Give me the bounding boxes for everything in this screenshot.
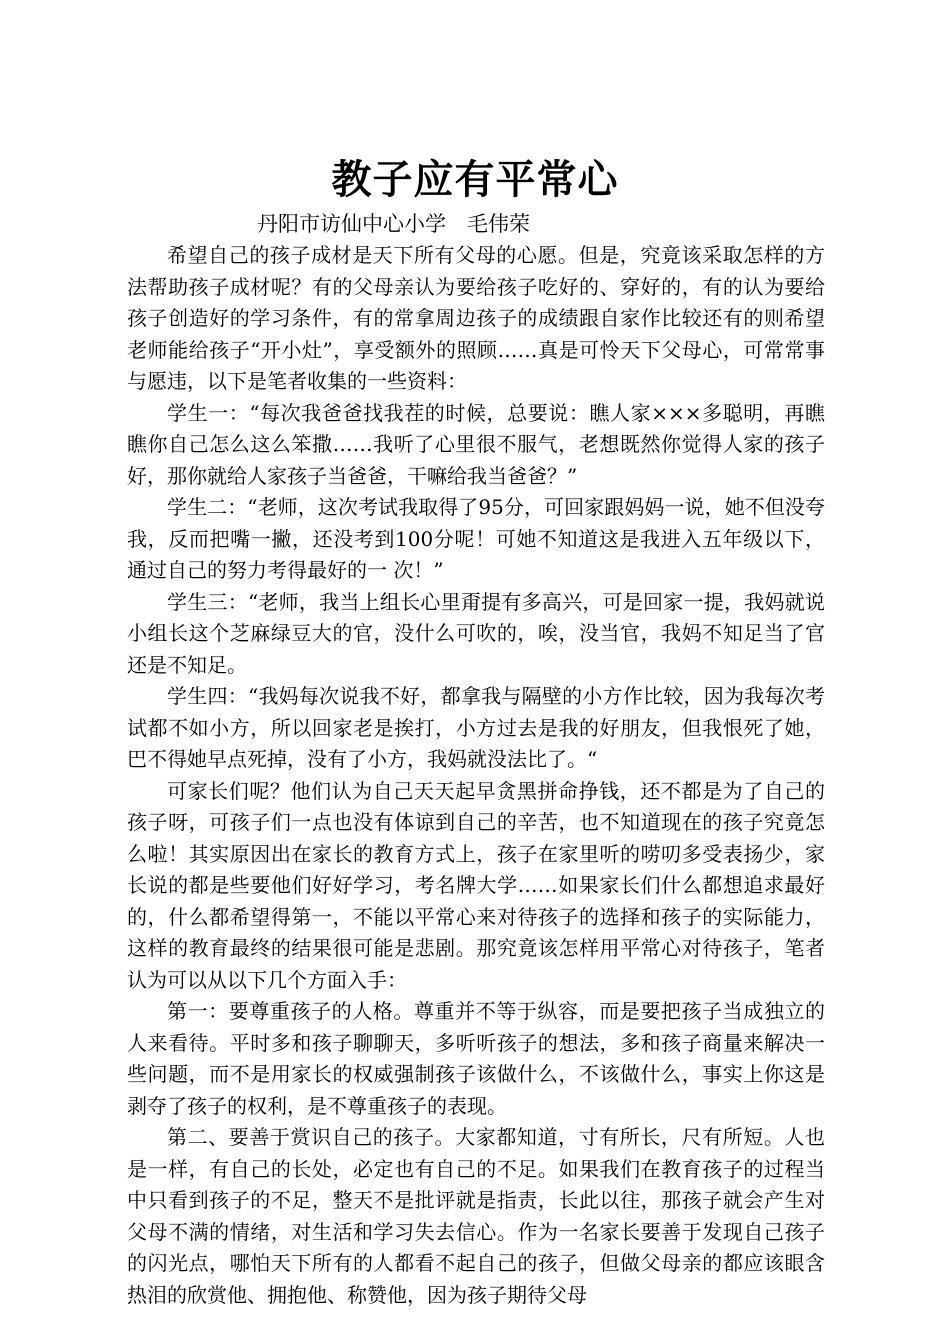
paragraph-student-one: 学生一：“每次我爸爸找我茬的时候，总要说：瞧人家×××多聪明，再瞧瞧你自己怎么这么笨撒……我听了心里很不服气，老想既然你觉得人家的孩子好，那你就给人家孩子当爸爸，干嘛给我当爸爸？” — [127, 400, 825, 488]
paragraph-student-four: 学生四：“我妈每次说我不好，都拿我与隔壁的小方作比较，因为我每次考试都不如小方，所以回家老是挨打，小方过去是我的好朋友，但我恨死了她，巴不得她早点死掉，没有了小方，我妈就没法比了。“ — [127, 684, 825, 771]
paragraph-point-two: 第二、要善于赏识自己的孩子。大家都知道，寸有所长，尺有所短。人也是一样，有自己的长处，必定也有自己的不足。如果我们在教育孩子的过程当中只看到孩子的不足，整天不是批评就是指责，长此以往，那孩子就会产生对父母不满的情绪，对生活和学习失去信心。作为一名家长要善于发现自己孩子的闪光点，哪怕天下所有的人都看不起自己的孩子，但做父母亲的都应该眼含热泪的欣赏他、拥抱他、称赞他，因为孩子期待父母 — [127, 1125, 825, 1307]
paragraph-parents: 可家长们呢？他们认为自己天天起早贪黑拼命挣钱，还不都是为了自己的孩子呀，可孩子们一点也没有体谅到自己的辛苦，也不知道现在的孩子究竟怎么啦！其实原因出在家长的教育方式上，孩子在家里听的唠叨多受表扬少，家长说的都是些要他们好好学习，考名牌大学……如果家长们什么都想追求最好的，什么都希望得第一，不能以平常心来对待孩子的选择和孩子的实际能力，这样的教育最终的结果很可能是悲剧。那究竟该怎样用平常心对待孩子，笔者认为可以从以下几个方面入手： — [127, 778, 825, 992]
paragraph-intro: 希望自己的孩子成材是天下所有父母的心愿。但是，究竟该采取怎样的方法帮助孩子成材呢？有的父母亲认为要给孩子吃好的、穿好的，有的认为要给孩子创造好的学习条件，有的常拿周边孩子的成绩跟自家作比较还有的则希望老师能给孩子“开小灶”，享受额外的照顾……真是可怜天下父母心，可常常事与愿违，以下是笔者收集的一些资料： — [127, 243, 825, 393]
document-body — [127, 240, 825, 1311]
paragraph-student-three: 学生三：“老师，我当上组长心里甭提有多高兴，可是回家一提，我妈就说小组长这个芝麻绿豆大的官，没什么可吹的，唉，没当官，我妈不知足当了官还是不知足。 — [127, 589, 825, 677]
paragraph-point-one: 第一：要尊重孩子的人格。尊重并不等于纵容，而是要把孩子当成独立的人来看待。平时多和孩子聊聊天，多听听孩子的想法，多和孩子商量来解决一些问题，而不是用家长的权威强制孩子该做什么，不该做什么，事实上你这是剥夺了孩子的权利，是不尊重孩子的表现。 — [127, 999, 825, 1118]
document-title: 教子应有平常心 — [331, 157, 619, 203]
paragraph-student-two: 学生二：“老师，这次考试我取得了95分，可回家跟妈妈一说，她不但没夸我，反而把嘴一撇，还没考到100分呢！可她不知道这是我进入五年级以下，通过自己的努力考得最好的一 次！” — [127, 495, 825, 582]
author-line: 丹阳市访仙中心小学 毛伟荣 — [257, 212, 530, 236]
